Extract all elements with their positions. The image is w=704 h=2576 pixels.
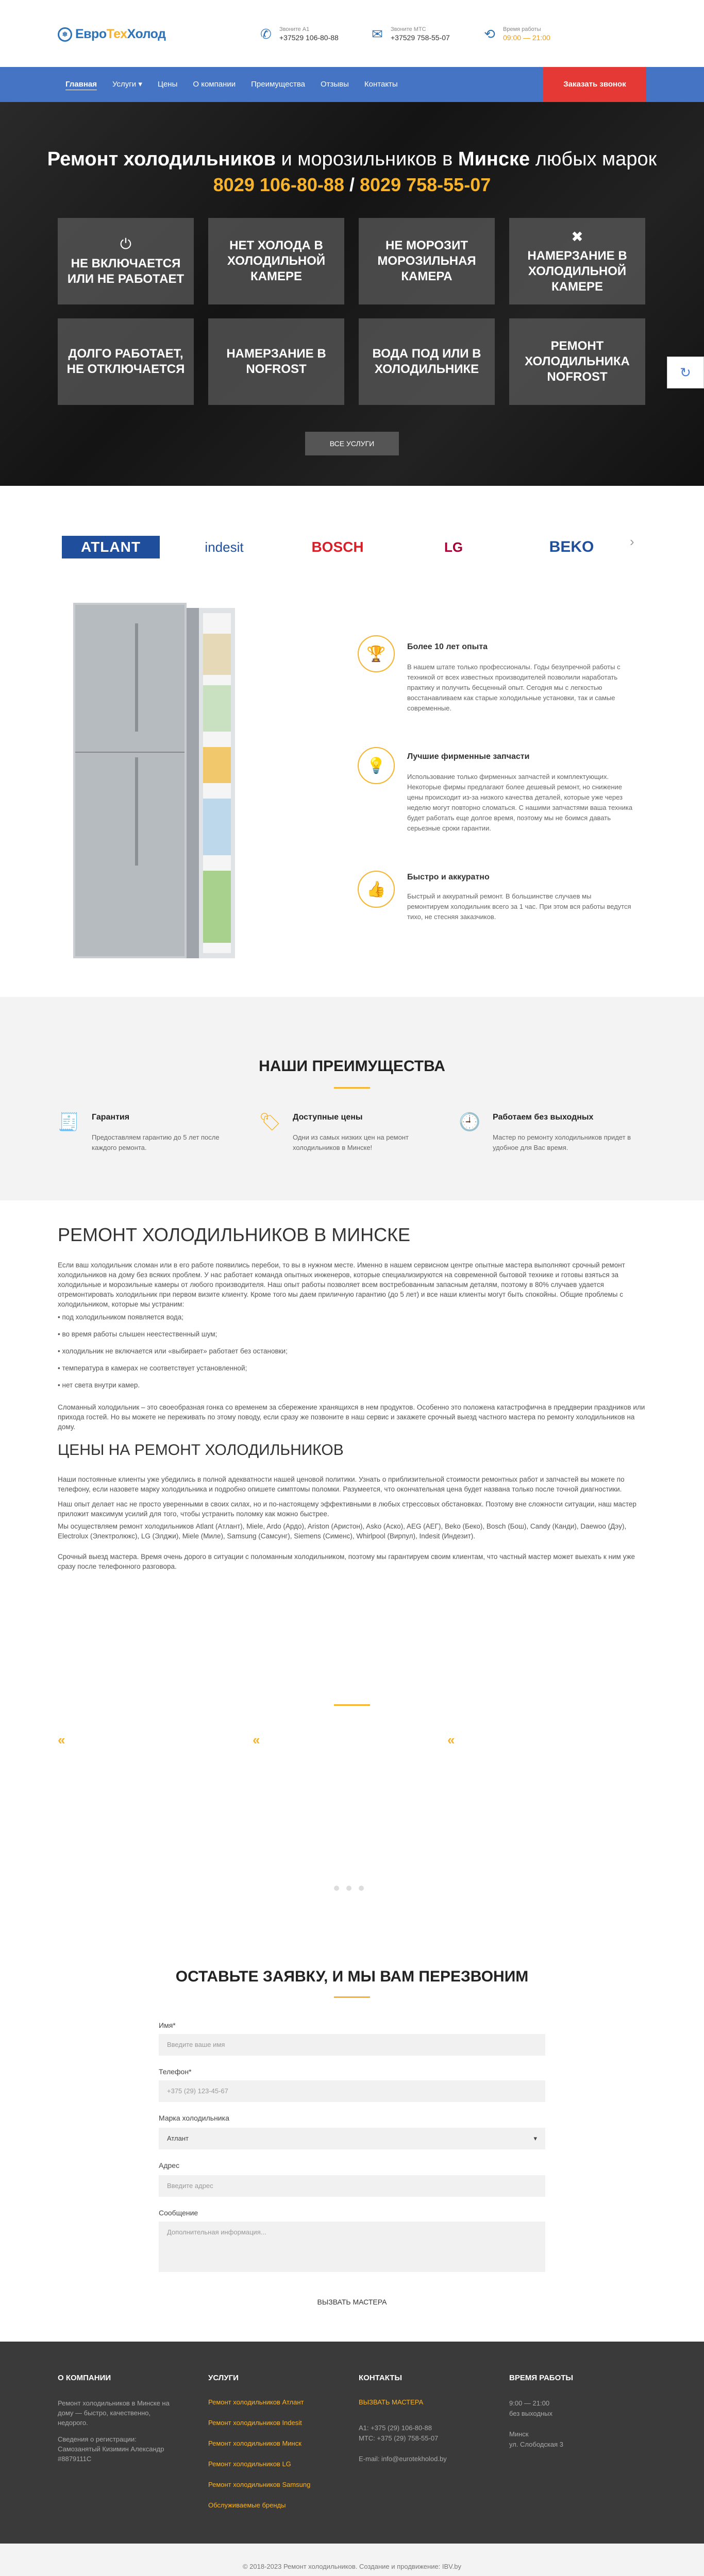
advantage-title-no-weekends: Работаем без выходных xyxy=(493,1113,594,1122)
hours-value: 09:00 — 21:00 xyxy=(503,33,550,42)
contact-mts-value[interactable]: +37529 758-55-07 xyxy=(391,33,450,42)
advantage-text-prices: Одни из самых низких цен на ремонт холодильников в Минске! xyxy=(293,1133,409,1151)
reviews-divider xyxy=(334,1704,370,1706)
brand-bosch[interactable]: BOSCH xyxy=(311,539,364,555)
site-header xyxy=(0,0,704,67)
logo-text-2: Тех xyxy=(106,27,127,41)
phone-icon: ✆ xyxy=(260,26,272,42)
advantages-section xyxy=(0,997,704,1200)
feature-text-parts: Использование только фирменных запчастей и комплектующих. Некоторые фирмы предлагают более дешевый ремонт, но снижение цены происходит из-за низкого качества деталей, которые уже через неделю могут повторно сломаться. С нашими запчастями ваша техника будет работать еще долгое время, поэтому мы не боимся давать серьезные сроки гарантии. xyxy=(407,773,633,832)
article-bullet: • под холодильником появляется вода; xyxy=(58,1313,184,1321)
footer-link[interactable]: Обслуживаемые бренды xyxy=(208,2501,286,2509)
hero-phone-2[interactable]: 8029 758-55-07 xyxy=(360,174,491,195)
trophy-icon: 🏆 xyxy=(358,635,395,672)
footer-email[interactable]: E-mail: info@eurotekholod.by xyxy=(359,2455,447,2463)
article-paragraph-5: Мы осуществляем ремонт холодильников Atlant (Атлант), Miele, Ardo (Ардо), Ariston (Аристон), Asko (Аско), AEG (АЕГ), Beko (Беко), Bosch (Бош), Candy (Канди), Daewoo (Дэу), Electrolux (Электролюкс), LG (Элджи), Miele (Миле), Samsung (Самсунг), Siemens (Сименс), Whirlpool (Вирпул), Indesit (Индезит). xyxy=(58,1522,627,1540)
article-paragraph-3: Наши постоянные клиенты уже убедились в полной адекватности нашей ценовой политики. Узнать о приблизительной стоимости ремонтных работ и запчастей вы можете по телефону, если назовете марку холодильника и подробно опишете симптомы поломки. Разумеется, что окончательная цена будет названа только после точной диагностики. xyxy=(58,1476,625,1493)
quote-icon: « xyxy=(447,1732,455,1748)
contact-a1-label: Звоните А1 xyxy=(279,26,310,32)
article-paragraph-6: Срочный выезд мастера. Время очень дорого в ситуации с поломанным холодильником, поэтому мы гарантируем своим клиентам, что частный мастер может выехать к ним уже сразу после телефонного разговора. xyxy=(58,1553,635,1570)
logo-text-3: Холод xyxy=(127,27,166,41)
recaptcha-badge[interactable]: ↻ xyxy=(667,357,704,388)
prices-heading: ЦЕНЫ НА РЕМОНТ ХОЛОДИЛЬНИКОВ xyxy=(58,1442,344,1459)
mail-icon: ✉ xyxy=(372,26,383,42)
nav-home[interactable]: Главная xyxy=(65,80,97,89)
work-hours xyxy=(481,26,550,42)
footer-link[interactable]: Ремонт холодильников Indesit xyxy=(208,2419,302,2427)
logo[interactable] xyxy=(58,27,165,42)
article-paragraph-1: Если ваш холодильник сломан или в его работе появились перебои, то вы в нужном месте. Именно в нашем сервисном центре опытные мастера выполняют срочный ремонт холодильников на дому без всяких проблем. У нас работает команда опытных инженеров, которые специализируются на современной бытовой технике и готовы взяться за холодильные и морозильные камеры от любого производителя. Наш опыт работы позволяет всем востребованным запасным деталям, поэтому в 80% случаев удается отремонтировать холодильник при первом визите клиенту. Кроме того мы даем приличную гарантию (до 5 лет) и все наши клиенты могут быть спокойны. Общие проблемы с холодильником, которые мы устраним: xyxy=(58,1261,625,1308)
hero-title: Ремонт холодильников и морозильников в Минске любых марок xyxy=(47,148,657,170)
address-input[interactable]: Введите адрес xyxy=(159,2175,545,2197)
footer-phone-a1[interactable]: А1: +375 (29) 106-80-88 xyxy=(359,2424,432,2432)
footer-address-line: Минск xyxy=(509,2430,529,2438)
footer-call-link[interactable]: ВЫЗВАТЬ МАСТЕРА xyxy=(359,2398,424,2406)
form-heading: ОСТАВЬТЕ ЗАЯВКУ, И МЫ ВАМ ПЕРЕЗВОНИМ xyxy=(175,1968,529,1985)
address-label: Адрес xyxy=(159,2161,180,2170)
footer-link[interactable]: Ремонт холодильников Samsung xyxy=(208,2481,311,2488)
hours-label: Время работы xyxy=(503,26,541,32)
contact-mts-label: Звоните МТС xyxy=(391,26,426,32)
tag-icon: 🏷 xyxy=(259,1112,281,1132)
brand-select[interactable]: Атлант ▾ xyxy=(159,2128,545,2149)
brand-lg[interactable]: LG xyxy=(444,539,463,555)
footer-services-title: УСЛУГИ xyxy=(208,2374,239,2382)
footer-registration-text: Сведения о регистрации: Самозанятый Кизимин Александр #8879111C xyxy=(58,2435,164,2463)
phone-label: Телефон* xyxy=(159,2067,192,2076)
carousel-dot[interactable] xyxy=(334,1886,339,1891)
tools-icon: ✖ xyxy=(571,228,583,245)
article-paragraph-4: Наш опыт делает нас не просто уверенными в своих силах, но и по-настоящему эффективными в любых стрессовых обстановках. Поэтому вне сложности ситуации, наш мастер приложит максимум усилий для того, чтобы устранить поломку как можно быстрее. xyxy=(58,1500,636,1518)
nav-reviews[interactable]: Отзывы xyxy=(320,80,349,89)
footer-hours-title: ВРЕМЯ РАБОТЫ xyxy=(509,2374,574,2382)
brand-label: Марка холодильника xyxy=(159,2114,229,2122)
chevron-down-icon: ▾ xyxy=(533,2134,537,2142)
footer-link[interactable]: Ремонт холодильников Минск xyxy=(208,2439,301,2447)
heading-underline xyxy=(334,1996,370,1998)
phone-input[interactable]: +375 (29) 123-45-67 xyxy=(159,2080,545,2102)
article-bullet: • нет света внутри камер. xyxy=(58,1381,140,1389)
nav-contacts[interactable]: Контакты xyxy=(364,80,398,89)
carousel-dots xyxy=(334,1886,364,1891)
feature-text-fast: Быстрый и аккуратный ремонт. В большинстве случаев мы ремонтируем холодильник всего за 1 час. При этом вся работы ведутся тихо, не стесняя заказчиков. xyxy=(407,892,631,921)
thumbs-up-icon: 👍 xyxy=(358,871,395,908)
nav-prices[interactable]: Цены xyxy=(157,80,178,89)
copyright: © 2018-2023 Ремонт холодильников. Создание и продвижение: IBV.by xyxy=(0,2544,704,2576)
contact-a1-value[interactable]: +37529 106-80-88 xyxy=(279,33,339,42)
footer-about-title: О КОМПАНИИ xyxy=(58,2374,111,2382)
advantage-title-guarantee: Гарантия xyxy=(92,1113,130,1122)
article-bullet: • во время работы слышен неестественный шум; xyxy=(58,1330,217,1338)
feature-text-experience: В нашем штате только профессионалы. Годы безупречной работы с техникой от всех известных производителей позволили наработать практику и получить бесценный опыт. Сегодня мы с легкостью восстанавливаем как старые холодильные установки, так и самые современные. xyxy=(407,663,621,712)
brand-beko[interactable]: BEKO xyxy=(549,538,594,555)
advantage-text-guarantee: Предоставляем гарантию до 5 лет после каждого ремонта. xyxy=(92,1133,220,1151)
submit-button[interactable]: ВЫЗВАТЬ МАСТЕРА xyxy=(309,2290,395,2314)
advantage-title-prices: Доступные цены xyxy=(293,1113,363,1122)
logo-text-1: Евро xyxy=(75,27,107,41)
article-paragraph-2: Сломанный холодильник – это своеобразная гонка со временем за сбережение хранящихся в нем продуктов. Особенно это положена катастрофична в преддверии праздников или прихода гостей. Но вы можете не переживать по этому поводу, если сразу же позвоните в наш сервис и закажете срочный выезд частного мастера по ремонту холодильников на дому. xyxy=(58,1403,645,1431)
tile-nofrost-icing[interactable]: НАМЕРЗАНИЕ В NOFROST xyxy=(208,318,344,405)
quote-icon: « xyxy=(253,1732,260,1748)
brand-atlant[interactable]: ATLANT xyxy=(62,536,160,558)
footer xyxy=(0,2342,704,2544)
fridge-image xyxy=(68,603,251,963)
tile-not-working[interactable]: ⏻ НЕ ВКЛЮЧАЕТСЯ ИЛИ НЕ РАБОТАЕТ xyxy=(58,218,194,304)
clock-icon: 🕘 xyxy=(459,1112,481,1132)
clock-icon: ⟲ xyxy=(484,26,495,42)
chevron-right-icon[interactable]: › xyxy=(630,534,634,549)
carousel-dot[interactable] xyxy=(346,1886,351,1891)
brand-indesit[interactable]: indesit xyxy=(205,539,244,555)
article-heading: РЕМОНТ ХОЛОДИЛЬНИКОВ В МИНСКЕ xyxy=(58,1224,411,1245)
name-label: Имя* xyxy=(159,2021,176,2029)
advantage-text-no-weekends: Мастер по ремонту холодильников придет в удобное для Вас время. xyxy=(493,1133,631,1151)
contact-mts[interactable] xyxy=(369,26,450,42)
heading-underline xyxy=(334,1087,370,1089)
footer-link[interactable]: Ремонт холодильников Атлант xyxy=(208,2398,304,2406)
tile-nofrost-repair[interactable]: РЕМОНТ ХОЛОДИЛЬНИКА NOFROST xyxy=(509,318,645,405)
tile-water[interactable]: ВОДА ПОД ИЛИ В ХОЛОДИЛЬНИКЕ xyxy=(359,318,495,405)
quote-icon: « xyxy=(58,1732,65,1748)
nav-advantages[interactable]: Преимущества xyxy=(251,80,305,89)
all-services-button[interactable]: ВСЕ УСЛУГИ xyxy=(305,432,399,455)
message-textarea[interactable]: Дополнительная информация... xyxy=(159,2222,545,2272)
article-bullet: • холодильник не включается или «выбирает» работает без остановки; xyxy=(58,1347,288,1355)
receipt-icon: 🧾 xyxy=(58,1112,80,1132)
contact-a1[interactable] xyxy=(258,26,339,42)
advantages-heading: НАШИ ПРЕИМУЩЕСТВА xyxy=(259,1058,445,1075)
footer-hours-line: без выходных xyxy=(509,2410,552,2417)
tile-long-running[interactable]: ДОЛГО РАБОТАЕТ, НЕ ОТКЛЮЧАЕТСЯ xyxy=(58,318,194,405)
carousel-dot[interactable] xyxy=(359,1886,364,1891)
nav-about[interactable]: О компании xyxy=(193,80,236,89)
footer-about-text: Ремонт холодильников в Минске на дому — быстро, качественно, недорого. xyxy=(58,2399,170,2427)
tile-icing[interactable]: ✖ НАМЕРЗАНИЕ В ХОЛОДИЛЬНОЙ КАМЕРЕ xyxy=(509,218,645,304)
message-label: Сообщение xyxy=(159,2209,198,2217)
hero-phones: 8029 106-80-88 / 8029 758-55-07 xyxy=(213,174,491,195)
feature-title-fast: Быстро и аккуратно xyxy=(407,873,490,882)
tile-no-cold[interactable]: НЕТ ХОЛОДА В ХОЛОДИЛЬНОЙ КАМЕРЕ xyxy=(208,218,344,304)
footer-hours-line: 9:00 — 21:00 xyxy=(509,2399,550,2407)
footer-address-line: ул. Слободская 3 xyxy=(509,2441,563,2448)
nav-services[interactable] xyxy=(105,67,150,102)
article-bullet: • температура в камерах не соответствует установленной; xyxy=(58,1364,247,1372)
feature-title-experience: Более 10 лет опыта xyxy=(407,642,488,651)
power-icon: ⏻ xyxy=(120,235,132,252)
feature-title-parts: Лучшие фирменные запчасти xyxy=(407,752,530,761)
chevron-down-icon: ▾ xyxy=(138,80,142,89)
hero-section xyxy=(0,102,704,486)
nav-services-label: Услуги xyxy=(112,80,137,89)
order-call-button[interactable]: Заказать звонок xyxy=(543,67,646,102)
footer-link[interactable]: Ремонт холодильников LG xyxy=(208,2460,291,2468)
name-input[interactable]: Введите ваше имя xyxy=(159,2034,545,2056)
footer-contacts-title: КОНТАКТЫ xyxy=(359,2374,403,2382)
bulb-icon: 💡 xyxy=(358,747,395,784)
tile-freezer[interactable]: НЕ МОРОЗИТ МОРОЗИЛЬНАЯ КАМЕРА xyxy=(359,218,495,304)
logo-icon: ❄ xyxy=(58,27,72,42)
footer-phone-mts[interactable]: МТС: +375 (29) 758-55-07 xyxy=(359,2434,439,2442)
hero-phone-1[interactable]: 8029 106-80-88 xyxy=(213,174,344,195)
